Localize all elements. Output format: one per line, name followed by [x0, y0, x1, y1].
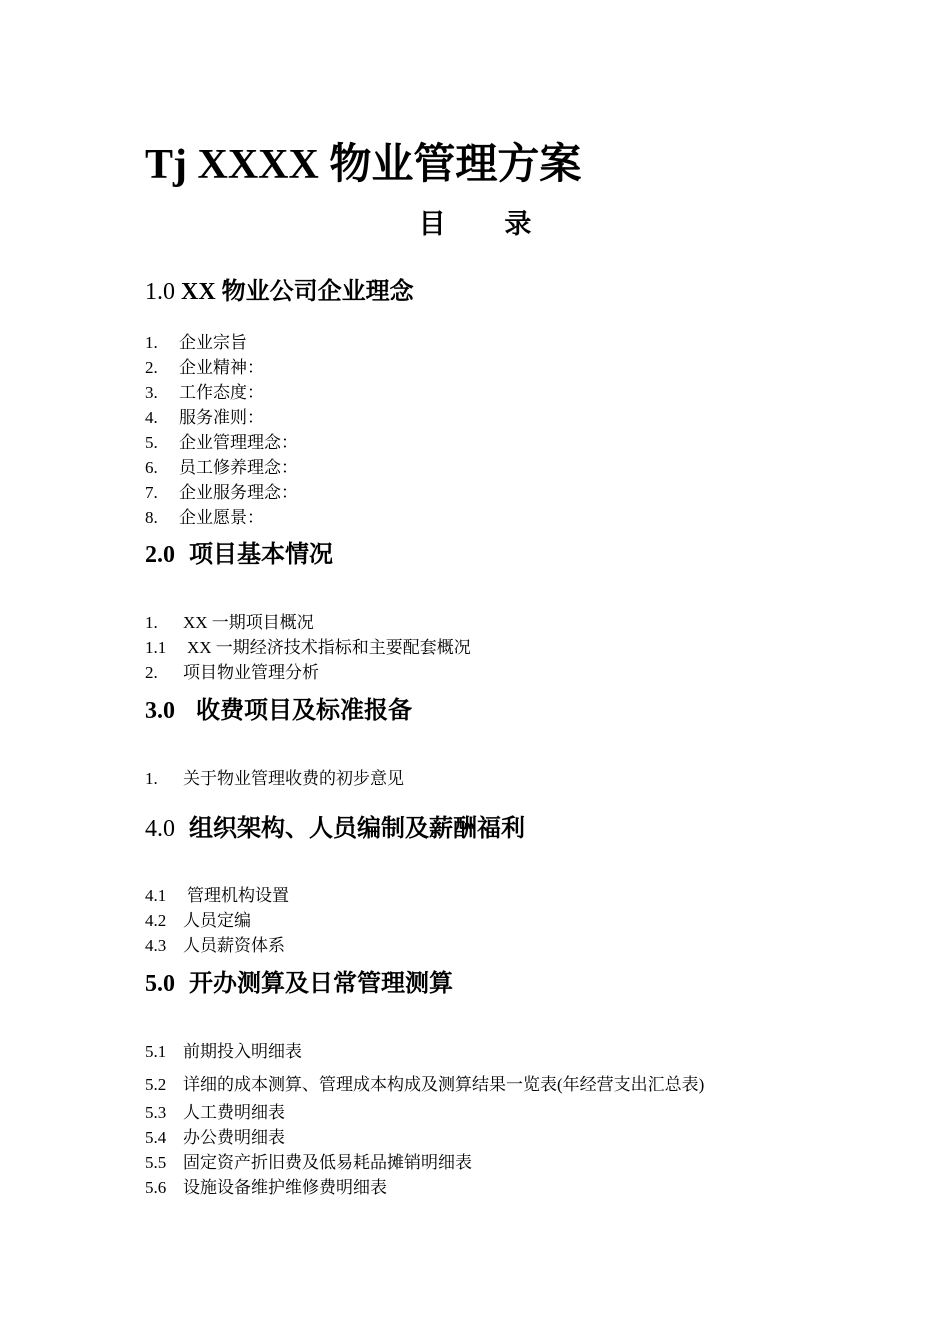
toc-item — [145, 357, 264, 379]
item-number: 1. — [145, 613, 158, 632]
document-title: Tj XXXX 物业管理方案 — [145, 142, 582, 188]
section-heading-3 — [145, 696, 412, 726]
item-number: 5. — [145, 433, 158, 452]
item-text: XX 一期项目概况 — [183, 613, 314, 632]
item-number: 2. — [145, 663, 158, 682]
item-number: 4.1 — [145, 886, 167, 905]
section-title: 开办测算及日常管理测算 — [189, 971, 453, 997]
item-text: 企业精神： — [179, 358, 264, 377]
item-text: 人工费明细表 — [183, 1103, 285, 1122]
item-number: 5.2 — [145, 1075, 167, 1094]
item-text: 工作态度： — [179, 383, 264, 402]
item-number: 2. — [145, 358, 158, 377]
section-heading-4 — [145, 814, 525, 844]
item-number: 4.2 — [145, 911, 167, 930]
section-title: 收费项目及标准报备 — [196, 698, 412, 724]
section-number: 5.0 — [145, 971, 175, 997]
toc-item — [145, 382, 264, 404]
section-title: 组织架构、人员编制及薪酬福利 — [189, 816, 525, 842]
item-text: 办公费明细表 — [183, 1128, 285, 1147]
section-number: 3.0 — [145, 698, 175, 724]
item-text: 项目物业管理分析 — [183, 663, 319, 682]
item-number: 5.3 — [145, 1103, 167, 1122]
section-number: 1.0 — [145, 279, 181, 305]
item-text: 员工修养理念： — [179, 458, 298, 477]
toc-item — [145, 768, 404, 790]
item-text: 管理机构设置 — [187, 886, 289, 905]
toc-item — [145, 1074, 704, 1096]
item-text: 人员定编 — [183, 911, 251, 930]
toc-item — [145, 612, 314, 634]
item-number: 6. — [145, 458, 158, 477]
item-text: 企业服务理念： — [179, 483, 298, 502]
section-number: 4.0 — [145, 816, 175, 842]
item-text: 前期投入明细表 — [183, 1042, 302, 1061]
section-title: XX 物业公司企业理念 — [181, 279, 414, 305]
toc-item — [145, 1102, 285, 1124]
toc-item — [145, 637, 471, 659]
toc-item — [145, 407, 264, 429]
toc-item — [145, 1152, 472, 1174]
item-number: 5.1 — [145, 1042, 167, 1061]
toc-item — [145, 935, 285, 957]
item-text: 详细的成本测算、管理成本构成及测算结果一览表(年经营支出汇总表) — [183, 1075, 705, 1094]
item-number: 7. — [145, 483, 158, 502]
toc-item — [145, 910, 251, 932]
item-number: 5.4 — [145, 1128, 167, 1147]
item-text: 人员薪资体系 — [183, 936, 285, 955]
item-text: 企业愿景： — [179, 508, 264, 527]
item-text: 服务准则： — [179, 408, 264, 427]
section-heading-1 — [145, 277, 414, 307]
toc-item — [145, 1127, 285, 1149]
item-text: 设施设备维护维修费明细表 — [183, 1178, 387, 1197]
toc-item — [145, 1041, 302, 1063]
section-number: 2.0 — [145, 542, 175, 568]
section-title: 项目基本情况 — [189, 542, 333, 568]
item-text: 固定资产折旧费及低易耗品摊销明细表 — [183, 1153, 472, 1172]
toc-heading: 目 录 — [418, 209, 558, 239]
toc-item — [145, 457, 298, 479]
item-text: 关于物业管理收费的初步意见 — [183, 769, 404, 788]
toc-item — [145, 507, 264, 529]
item-number: 4.3 — [145, 936, 167, 955]
item-number: 1.1 — [145, 638, 167, 657]
item-text: 企业管理理念： — [179, 433, 298, 452]
toc-item — [145, 332, 247, 354]
toc-item — [145, 885, 289, 907]
item-number: 3. — [145, 383, 158, 402]
toc-item — [145, 1177, 387, 1199]
item-number: 1. — [145, 769, 158, 788]
item-number: 4. — [145, 408, 158, 427]
item-text: 企业宗旨 — [179, 333, 247, 352]
toc-item — [145, 432, 298, 454]
toc-item — [145, 482, 298, 504]
item-text: XX 一期经济技术指标和主要配套概况 — [187, 638, 471, 657]
item-number: 1. — [145, 333, 158, 352]
section-heading-5 — [145, 969, 453, 999]
item-number: 5.5 — [145, 1153, 167, 1172]
section-heading-2 — [145, 540, 333, 570]
item-number: 5.6 — [145, 1178, 167, 1197]
toc-item — [145, 662, 319, 684]
item-number: 8. — [145, 508, 158, 527]
